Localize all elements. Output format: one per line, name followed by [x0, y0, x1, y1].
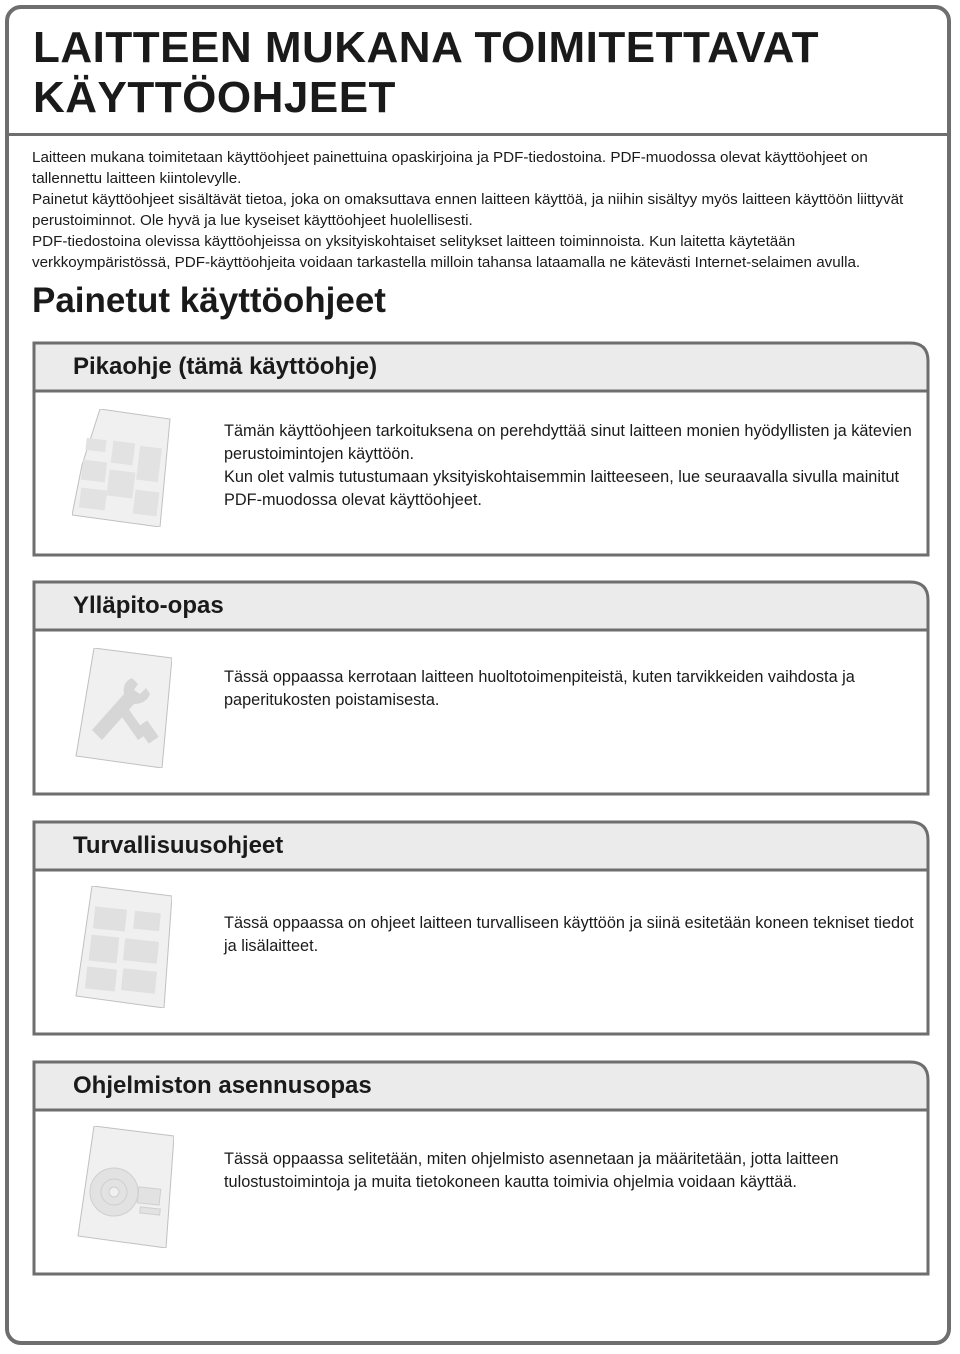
intro-paragraph: PDF-tiedostoina olevissa käyttöohjeissa on yksityiskohtaiset selitykset laitteen toiminnoista. Kun laitetta käytetään verkkoympäristössä, PDF-käyttöohjeita voidaan tarkastella milloin tahansa lataamalla ne kätevästi Internet-selaimen avulla.: [32, 233, 861, 271]
section-heading: Painetut käyttöohjeet: [32, 281, 386, 320]
safety-document-icon: [72, 886, 172, 1008]
intro-paragraph: Laitteen mukana toimitetaan käyttöohjeet painettuina opaskirjoina ja PDF-tiedostoina. PDF-muodossa olevat käyttöohjeet on tallennettu laitteen kiintolevylle.: [32, 149, 868, 187]
manual-description-paragraph: Tässä oppaassa kerrotaan laitteen huoltotoimenpiteistä, kuten tarvikkeiden vaihdosta ja paperitukosten poistamisesta.: [224, 668, 855, 709]
page-title-line-2: KÄYTTÖOHJEET: [33, 73, 396, 122]
manual-description: [224, 666, 914, 712]
manual-description: [224, 912, 914, 958]
manual-description-paragraph: Tässä oppaassa on ohjeet laitteen turvalliseen käyttöön ja siinä esitetään koneen tekniset tiedot ja lisälaitteet.: [224, 914, 914, 955]
software-cd-document-icon: [74, 1126, 174, 1248]
page-title: [33, 23, 819, 123]
manual-title: Pikaohje (tämä käyttöohje): [73, 353, 378, 380]
manual-card-safety: [32, 820, 930, 1036]
manual-description-paragraph: Tämän käyttöohjeen tarkoituksena on perehdyttää sinut laitteen monien hyödyllisten ja kätevien perustoimintojen käyttöön.: [224, 422, 912, 463]
manual-card-quick-guide: [32, 341, 930, 557]
manual-description: [224, 420, 914, 512]
manual-title: Turvallisuusohjeet: [73, 832, 284, 859]
manual-description-paragraph: Kun olet valmis tutustumaan yksityiskohtaisemmin laitteeseen, lue seuraavalla sivulla mainitut PDF-muodossa olevat käyttöohjeet.: [224, 468, 900, 509]
intro-text: [32, 147, 922, 273]
manual-card-maintenance: [32, 580, 930, 796]
manual-description-paragraph: Tässä oppaassa selitetään, miten ohjelmisto asennetaan ja määritetään, jotta laitteen tulostustoimintoja ja muita tietokoneen kautta toimivia ohjelmia voidaan käyttää.: [224, 1150, 839, 1191]
quick-guide-document-icon: [72, 409, 172, 527]
maintenance-wrench-document-icon: [72, 648, 172, 768]
manual-title: Ohjelmiston asennusopas: [73, 1072, 372, 1099]
manual-title: Ylläpito-opas: [73, 592, 224, 619]
title-block: [9, 9, 947, 136]
manual-description: [224, 1148, 914, 1194]
manual-card-software-installation: [32, 1060, 930, 1276]
intro-paragraph: Painetut käyttöohjeet sisältävät tietoa, joka on omaksuttava ennen laitteen käyttöä, ja niihin sisältyy myös laitteen käyttöön liittyvät perustoiminnot. Ole hyvä ja lue kyseiset käyttöohjeet huolellisesti.: [32, 191, 904, 229]
page-title-line-1: LAITTEEN MUKANA TOIMITETTAVAT: [33, 23, 820, 72]
